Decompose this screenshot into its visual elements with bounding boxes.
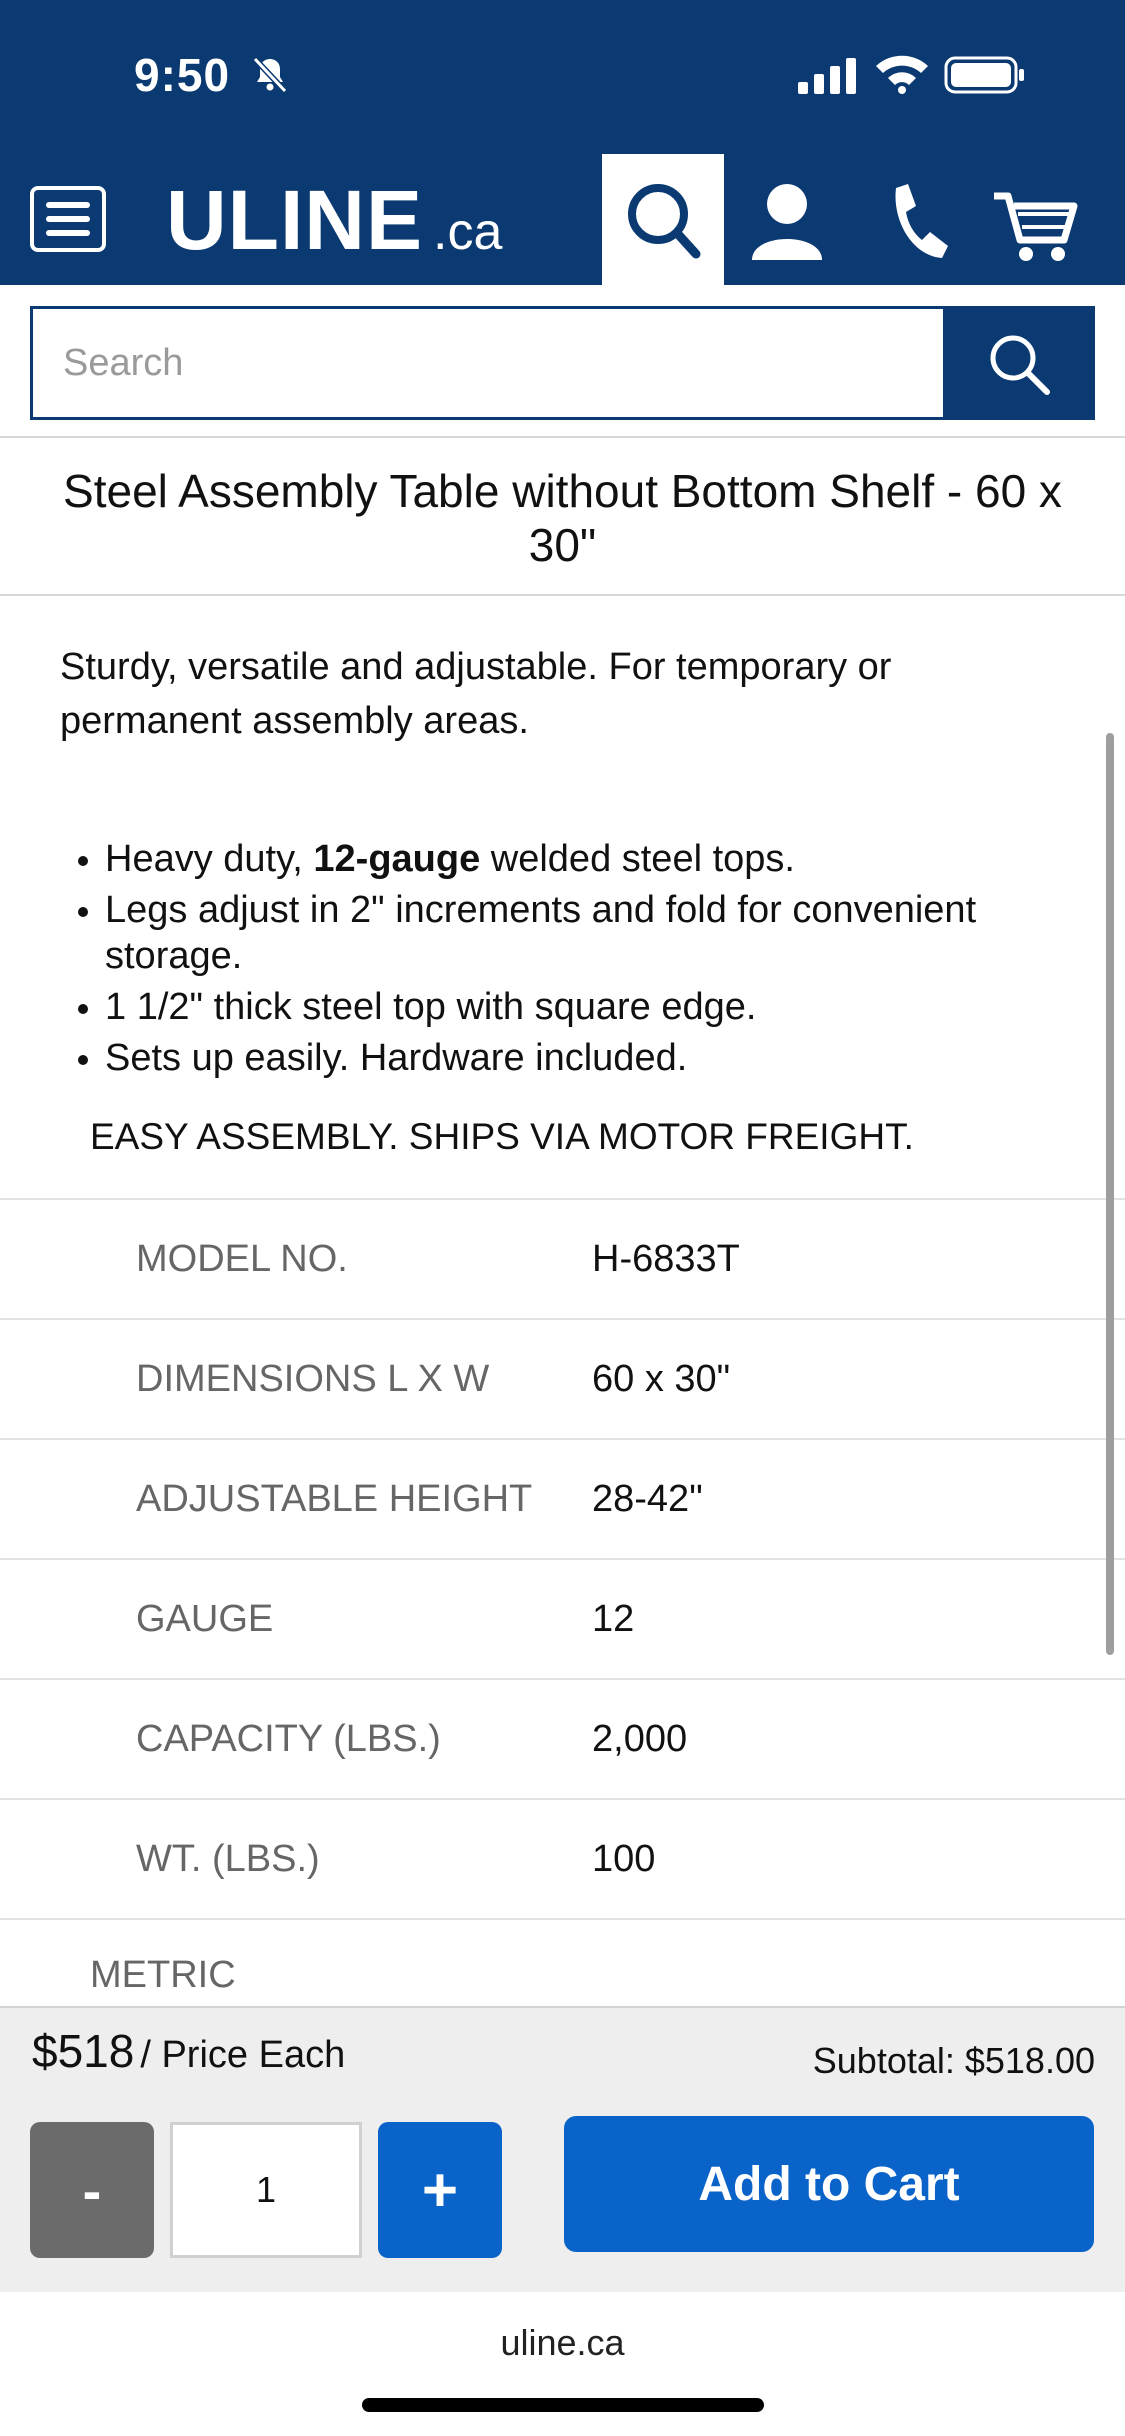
shipping-note: EASY ASSEMBLY. SHIPS VIA MOTOR FREIGHT. bbox=[90, 1116, 914, 1157]
spec-value: 12 bbox=[592, 1598, 635, 1640]
spec-label: CAPACITY (LBS.) bbox=[136, 1718, 441, 1760]
spec-value: 28-42" bbox=[592, 1478, 703, 1520]
search-icon bbox=[983, 328, 1055, 400]
spec-row bbox=[0, 1678, 1125, 1798]
cellular-signal-icon bbox=[798, 58, 858, 94]
search-icon[interactable] bbox=[618, 170, 708, 270]
battery-icon bbox=[944, 56, 1026, 94]
scrollbar[interactable] bbox=[1106, 733, 1114, 1655]
search-input[interactable] bbox=[30, 306, 944, 420]
divider bbox=[0, 1918, 1125, 1922]
spec-label: ADJUSTABLE HEIGHT bbox=[136, 1478, 533, 1520]
product-intro: Sturdy, versatile and adjustable. For temporary or permanent assembly areas. bbox=[60, 646, 892, 742]
feature-item: • Sets up easily. Hardware included. bbox=[105, 1035, 1105, 1081]
spec-label: MODEL NO. bbox=[136, 1238, 348, 1280]
subtotal: Subtotal: $518.00 bbox=[812, 2040, 1095, 2081]
divider bbox=[0, 436, 1125, 438]
menu-button[interactable] bbox=[30, 186, 106, 252]
spec-value: 2,000 bbox=[592, 1718, 688, 1760]
wifi-icon bbox=[874, 52, 930, 94]
spec-row bbox=[0, 1198, 1125, 1318]
status-time: 9:50 bbox=[134, 49, 231, 101]
spec-row bbox=[0, 1798, 1125, 1918]
spec-value: 100 bbox=[592, 1838, 656, 1880]
price-value: $518 bbox=[32, 2025, 135, 2077]
spec-row bbox=[0, 1318, 1125, 1438]
spec-label: DIMENSIONS L X W bbox=[136, 1358, 490, 1400]
phone-icon[interactable] bbox=[866, 170, 956, 270]
divider bbox=[0, 594, 1125, 596]
feature-item: • Heavy duty, 12-gauge welded steel tops. bbox=[105, 836, 1105, 882]
spec-value: H-6833T bbox=[592, 1238, 740, 1280]
search-button[interactable] bbox=[943, 306, 1095, 420]
price-unit: / Price Each bbox=[140, 2034, 346, 2076]
spec-label: WT. (LBS.) bbox=[136, 1838, 320, 1880]
spec-value: 60 x 30" bbox=[592, 1358, 731, 1400]
feature-list bbox=[60, 836, 1105, 1086]
account-icon[interactable] bbox=[742, 170, 832, 270]
search-bar bbox=[30, 306, 1095, 420]
menu-icon bbox=[46, 202, 90, 208]
spec-row bbox=[0, 1438, 1125, 1558]
home-indicator[interactable] bbox=[362, 2398, 764, 2412]
increase-quantity-button[interactable]: + bbox=[378, 2122, 502, 2258]
spec-table bbox=[0, 1198, 1125, 1922]
quantity-input[interactable] bbox=[170, 2122, 362, 2258]
spec-label: GAUGE bbox=[136, 1598, 274, 1640]
feature-item: • 1 1/2" thick steel top with square edge. bbox=[105, 984, 1105, 1030]
uline-logo[interactable] bbox=[166, 172, 502, 269]
cart-icon[interactable] bbox=[990, 170, 1080, 270]
browser-footer bbox=[0, 2292, 1125, 2436]
decrease-quantity-button[interactable]: - bbox=[30, 2122, 154, 2258]
price bbox=[32, 2024, 345, 2078]
logo-tld: .ca bbox=[433, 203, 503, 261]
spec-row bbox=[0, 1558, 1125, 1678]
silent-bell-icon bbox=[250, 54, 290, 94]
url-bar[interactable]: uline.ca bbox=[500, 2322, 625, 2363]
feature-item: • Legs adjust in 2" increments and fold for convenient storage. bbox=[105, 887, 1105, 979]
metric-heading: METRIC bbox=[90, 1954, 236, 1996]
product-title: Steel Assembly Table without Bottom Shelf - 60 x 30" bbox=[63, 465, 1062, 571]
logo-main: ULINE bbox=[166, 173, 423, 267]
add-to-cart-button[interactable]: Add to Cart bbox=[564, 2116, 1094, 2252]
